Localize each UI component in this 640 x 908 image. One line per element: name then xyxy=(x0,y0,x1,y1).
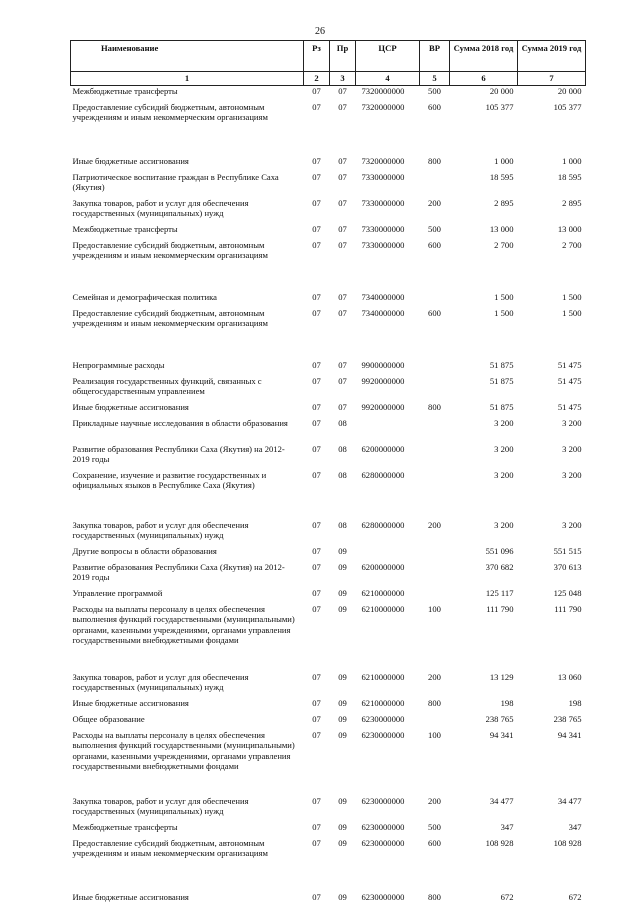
row-rz: 07 xyxy=(312,603,321,614)
row-csr: 6230000000 xyxy=(361,795,405,806)
table-row xyxy=(71,714,586,730)
row-sum-2018: 1 500 xyxy=(494,307,514,318)
table-row xyxy=(71,402,586,418)
row-sum-2019: 111 790 xyxy=(554,603,582,614)
row-name: Предоставление субсидий бюджетным, автономным учреждениям и иным некоммерческим организациям xyxy=(72,837,268,858)
row-sum-2019: 13 000 xyxy=(557,223,582,234)
row-csr: 7320000000 xyxy=(361,85,405,96)
row-name: Патриотическое воспитание граждан в Республике Саха (Якутия) xyxy=(72,171,279,192)
row-csr: 9900000000 xyxy=(361,359,405,370)
row-vr xyxy=(420,418,450,444)
row-sum-2018: 238 765 xyxy=(485,713,514,724)
table-column-number-row xyxy=(71,72,586,86)
row-rz: 07 xyxy=(312,561,321,572)
spacer-row xyxy=(71,878,586,892)
row-pr: 07 xyxy=(338,223,347,234)
row-pr: 07 xyxy=(338,85,347,96)
row-sum-2018: 551 096 xyxy=(485,545,514,556)
table-row xyxy=(71,730,586,790)
row-rz: 07 xyxy=(312,713,321,724)
row-pr: 08 xyxy=(338,417,347,428)
row-csr: 6230000000 xyxy=(361,837,405,848)
row-rz: 07 xyxy=(312,85,321,96)
table-body xyxy=(71,85,586,908)
row-name: Межбюджетные трансферты xyxy=(72,223,178,234)
row-name: Развитие образования Республики Саха (Якутия) на 2012-2019 годы xyxy=(72,443,285,464)
column-number: 6 xyxy=(450,72,518,86)
table-row xyxy=(71,240,586,280)
row-csr: 7330000000 xyxy=(361,239,405,250)
row-pr: 09 xyxy=(338,603,347,614)
row-sum-2019: 1 500 xyxy=(562,291,582,302)
row-pr: 07 xyxy=(338,359,347,370)
row-sum-2018: 94 341 xyxy=(489,729,514,740)
row-pr: 07 xyxy=(338,239,347,250)
table-row xyxy=(71,892,586,908)
row-sum-2019: 1 500 xyxy=(562,307,582,318)
row-sum-2019: 13 060 xyxy=(557,671,582,682)
table-row xyxy=(71,796,586,822)
row-name: Предоставление субсидий бюджетным, автономным учреждениям и иным некоммерческим организациям xyxy=(72,307,268,328)
table-row xyxy=(71,418,586,444)
row-name: Иные бюджетные ассигнования xyxy=(72,401,189,412)
row-pr: 07 xyxy=(338,375,347,386)
row-pr: 09 xyxy=(338,713,347,724)
row-pr: 07 xyxy=(338,197,347,208)
row-sum-2018: 347 xyxy=(500,821,514,832)
row-csr: 6280000000 xyxy=(361,519,405,530)
table-row xyxy=(71,308,586,348)
row-name: Сохранение, изучение и развитие государственных и официальных языков в Республике Саха (Якутия) xyxy=(72,469,267,490)
row-rz: 07 xyxy=(312,223,321,234)
row-rz: 07 xyxy=(312,671,321,682)
row-sum-2018: 13 000 xyxy=(489,223,514,234)
spacer-row xyxy=(71,280,586,292)
row-csr: 6210000000 xyxy=(361,587,405,598)
column-number: 3 xyxy=(330,72,356,86)
row-name: Общее образование xyxy=(72,713,145,724)
row-csr: 6230000000 xyxy=(361,713,405,724)
row-name: Развитие образования Республики Саха (Якутия) на 2012-2019 годы xyxy=(72,561,285,582)
row-sum-2019: 3 200 xyxy=(562,519,582,530)
table-row xyxy=(71,292,586,308)
row-rz: 07 xyxy=(312,101,321,112)
table-row xyxy=(71,444,586,470)
table-row xyxy=(71,376,586,402)
row-rz: 07 xyxy=(312,291,321,302)
row-sum-2018: 198 xyxy=(500,697,514,708)
table-header-row xyxy=(71,41,586,72)
column-number: 7 xyxy=(518,72,586,86)
row-vr xyxy=(420,714,450,730)
row-csr: 6280000000 xyxy=(361,469,405,480)
row-vr: 600 xyxy=(428,307,441,318)
row-csr: 6230000000 xyxy=(361,891,405,902)
row-csr: 6210000000 xyxy=(361,697,405,708)
table-row xyxy=(71,360,586,376)
row-pr: 07 xyxy=(338,291,347,302)
budget-table xyxy=(70,40,586,908)
row-sum-2018: 2 895 xyxy=(494,197,514,208)
row-sum-2019: 108 928 xyxy=(553,837,582,848)
row-vr: 800 xyxy=(428,401,441,412)
row-name: Закупка товаров, работ и услуг для обеспечения государственных (муниципальных) нужд xyxy=(72,197,249,218)
row-sum-2018: 108 928 xyxy=(485,837,514,848)
row-rz: 07 xyxy=(312,821,321,832)
column-number: 1 xyxy=(71,72,304,86)
spacer-row xyxy=(71,664,586,672)
row-sum-2018: 105 377 xyxy=(485,101,514,112)
row-name: Реализация государственных функций, связанных с общегосударственным управлением xyxy=(72,375,262,396)
table-row xyxy=(71,520,586,546)
row-vr: 500 xyxy=(428,85,441,96)
row-csr: 6230000000 xyxy=(361,729,405,740)
row-rz: 07 xyxy=(312,795,321,806)
row-rz: 07 xyxy=(312,197,321,208)
row-sum-2019: 551 515 xyxy=(553,545,582,556)
header-csr: ЦСР xyxy=(356,41,420,72)
row-sum-2019: 125 048 xyxy=(553,587,582,598)
spacer-row xyxy=(71,142,586,156)
row-rz: 07 xyxy=(312,729,321,740)
row-sum-2019: 3 200 xyxy=(562,469,582,480)
row-sum-2018: 1 500 xyxy=(494,291,514,302)
row-vr xyxy=(420,470,450,510)
header-rz: Рз xyxy=(304,41,330,72)
row-sum-2019: 3 200 xyxy=(562,443,582,454)
row-pr: 09 xyxy=(338,891,347,902)
table-row xyxy=(71,698,586,714)
row-vr xyxy=(420,376,450,402)
row-csr: 6210000000 xyxy=(361,603,405,614)
row-csr: 7340000000 xyxy=(361,307,405,318)
row-rz: 07 xyxy=(312,239,321,250)
table-row xyxy=(71,198,586,224)
row-csr: 7330000000 xyxy=(361,171,405,182)
row-name: Семейная и демографическая политика xyxy=(72,291,217,302)
row-name: Управление программой xyxy=(72,587,163,598)
row-pr: 09 xyxy=(338,697,347,708)
row-rz: 07 xyxy=(312,891,321,902)
row-pr: 07 xyxy=(338,101,347,112)
row-csr: 6200000000 xyxy=(361,443,405,454)
row-rz: 07 xyxy=(312,375,321,386)
row-sum-2019: 3 200 xyxy=(562,417,582,428)
row-sum-2019: 51 475 xyxy=(557,401,582,412)
row-rz: 07 xyxy=(312,155,321,166)
row-rz: 07 xyxy=(312,469,321,480)
row-vr xyxy=(420,172,450,198)
table-row xyxy=(71,85,586,102)
row-sum-2018: 672 xyxy=(500,891,514,902)
row-rz: 07 xyxy=(312,359,321,370)
row-pr: 07 xyxy=(338,155,347,166)
row-name: Закупка товаров, работ и услуг для обеспечения государственных (муниципальных) нужд xyxy=(72,519,249,540)
row-sum-2019: 238 765 xyxy=(553,713,582,724)
row-sum-2019: 94 341 xyxy=(557,729,582,740)
row-csr: 9920000000 xyxy=(361,401,405,412)
row-vr xyxy=(420,562,450,588)
column-number: 4 xyxy=(356,72,420,86)
row-vr: 600 xyxy=(428,837,441,848)
row-csr: 6210000000 xyxy=(361,671,405,682)
spacer-row xyxy=(71,510,586,520)
row-pr: 09 xyxy=(338,587,347,598)
row-name: Закупка товаров, работ и услуг для обеспечения государственных (муниципальных) нужд xyxy=(72,671,249,692)
row-pr: 09 xyxy=(338,837,347,848)
row-csr: 7320000000 xyxy=(361,101,405,112)
table-row xyxy=(71,838,586,878)
header-sum-2018: Сумма 2018 год xyxy=(450,41,518,72)
row-sum-2018: 1 000 xyxy=(494,155,514,166)
row-sum-2019: 51 475 xyxy=(557,375,582,386)
row-vr: 600 xyxy=(428,239,441,250)
row-vr: 200 xyxy=(428,519,441,530)
row-sum-2018: 3 200 xyxy=(494,417,514,428)
table-row xyxy=(71,172,586,198)
row-sum-2019: 347 xyxy=(568,821,582,832)
row-sum-2019: 51 475 xyxy=(557,359,582,370)
row-pr: 09 xyxy=(338,729,347,740)
row-sum-2018: 18 595 xyxy=(489,171,514,182)
row-rz: 07 xyxy=(312,307,321,318)
row-sum-2019: 34 477 xyxy=(557,795,582,806)
row-sum-2018: 51 875 xyxy=(489,401,514,412)
row-name: Прикладные научные исследования в области образования xyxy=(72,417,288,428)
row-csr: 7330000000 xyxy=(361,223,405,234)
row-csr: 6200000000 xyxy=(361,561,405,572)
table-row xyxy=(71,156,586,172)
row-name: Иные бюджетные ассигнования xyxy=(72,697,189,708)
row-sum-2018: 13 129 xyxy=(489,671,514,682)
table-row xyxy=(71,822,586,838)
row-vr: 100 xyxy=(428,729,441,740)
row-name: Иные бюджетные ассигнования xyxy=(72,891,189,902)
row-pr: 09 xyxy=(338,795,347,806)
table-row xyxy=(71,562,586,588)
row-vr xyxy=(420,588,450,604)
table-row xyxy=(71,546,586,562)
row-vr: 500 xyxy=(428,223,441,234)
row-sum-2019: 2 700 xyxy=(562,239,582,250)
row-name: Расходы на выплаты персоналу в целях обеспечения выполнения функций государственными (муниципальными) органами, казенными учреждениями, органами управления государственными внебюджетными фондами xyxy=(72,729,295,771)
header-name: Наименование xyxy=(71,41,304,72)
row-csr xyxy=(356,418,420,444)
row-pr: 07 xyxy=(338,171,347,182)
row-rz: 07 xyxy=(312,587,321,598)
row-pr: 07 xyxy=(338,401,347,412)
row-csr: 9920000000 xyxy=(361,375,405,386)
row-rz: 07 xyxy=(312,443,321,454)
row-name: Другие вопросы в области образования xyxy=(72,545,217,556)
row-vr: 200 xyxy=(428,671,441,682)
row-rz: 07 xyxy=(312,837,321,848)
row-sum-2019: 672 xyxy=(568,891,582,902)
table-row xyxy=(71,604,586,664)
row-csr: 7340000000 xyxy=(361,291,405,302)
row-pr: 09 xyxy=(338,561,347,572)
header-sum-2019: Сумма 2019 год xyxy=(518,41,586,72)
row-vr xyxy=(420,546,450,562)
row-name: Расходы на выплаты персоналу в целях обеспечения выполнения функций государственными (муниципальными) органами, казенными учреждениями, органами управления государственными внебюджетными фондами xyxy=(72,603,295,645)
row-sum-2019: 18 595 xyxy=(557,171,582,182)
row-sum-2018: 3 200 xyxy=(494,443,514,454)
row-vr: 200 xyxy=(428,795,441,806)
row-sum-2019: 2 895 xyxy=(562,197,582,208)
row-vr xyxy=(420,444,450,470)
row-name: Предоставление субсидий бюджетным, автономным учреждениям и иным некоммерческим организациям xyxy=(72,239,268,260)
row-vr: 800 xyxy=(428,155,441,166)
row-vr: 100 xyxy=(428,603,441,614)
row-sum-2018: 20 000 xyxy=(489,85,514,96)
row-rz: 07 xyxy=(312,171,321,182)
row-rz: 07 xyxy=(312,417,321,428)
column-number: 5 xyxy=(420,72,450,86)
row-csr: 7330000000 xyxy=(361,197,405,208)
row-sum-2019: 20 000 xyxy=(557,85,582,96)
row-vr xyxy=(420,292,450,308)
row-name: Иные бюджетные ассигнования xyxy=(72,155,189,166)
row-sum-2018: 2 700 xyxy=(494,239,514,250)
row-sum-2019: 370 613 xyxy=(553,561,582,572)
row-name: Предоставление субсидий бюджетным, автономным учреждениям и иным некоммерческим организациям xyxy=(72,101,268,122)
row-sum-2019: 105 377 xyxy=(553,101,582,112)
row-name: Закупка товаров, работ и услуг для обеспечения государственных (муниципальных) нужд xyxy=(72,795,249,816)
row-name: Межбюджетные трансферты xyxy=(72,85,178,96)
row-csr xyxy=(356,546,420,562)
row-sum-2018: 34 477 xyxy=(489,795,514,806)
row-csr: 7320000000 xyxy=(361,155,405,166)
page-number: 26 xyxy=(315,26,325,37)
row-pr: 09 xyxy=(338,545,347,556)
spacer-row xyxy=(71,348,586,360)
row-pr: 09 xyxy=(338,671,347,682)
table-row xyxy=(71,588,586,604)
row-vr: 600 xyxy=(428,101,441,112)
row-sum-2018: 3 200 xyxy=(494,519,514,530)
row-sum-2018: 51 875 xyxy=(489,375,514,386)
header-vr: ВР xyxy=(420,41,450,72)
table-row xyxy=(71,672,586,698)
row-sum-2018: 111 790 xyxy=(486,603,514,614)
row-pr: 08 xyxy=(338,443,347,454)
row-name: Непрограммные расходы xyxy=(72,359,165,370)
row-rz: 07 xyxy=(312,545,321,556)
row-sum-2018: 51 875 xyxy=(489,359,514,370)
row-sum-2019: 198 xyxy=(568,697,582,708)
table-row xyxy=(71,224,586,240)
row-csr: 6230000000 xyxy=(361,821,405,832)
row-pr: 07 xyxy=(338,307,347,318)
budget-table-container xyxy=(70,40,585,908)
row-rz: 07 xyxy=(312,697,321,708)
row-sum-2018: 370 682 xyxy=(485,561,514,572)
row-vr: 800 xyxy=(428,697,441,708)
row-pr: 09 xyxy=(338,821,347,832)
row-rz: 07 xyxy=(312,519,321,530)
row-sum-2018: 125 117 xyxy=(485,587,514,598)
row-pr: 08 xyxy=(338,519,347,530)
row-rz: 07 xyxy=(312,401,321,412)
column-number: 2 xyxy=(304,72,330,86)
row-sum-2018: 3 200 xyxy=(494,469,514,480)
row-name: Межбюджетные трансферты xyxy=(72,821,178,832)
table-row xyxy=(71,102,586,142)
row-vr: 800 xyxy=(428,891,441,902)
row-sum-2019: 1 000 xyxy=(562,155,582,166)
header-pr: Пр xyxy=(330,41,356,72)
row-vr xyxy=(420,360,450,376)
table-row xyxy=(71,470,586,510)
row-vr: 200 xyxy=(428,197,441,208)
row-vr: 500 xyxy=(428,821,441,832)
row-pr: 08 xyxy=(338,469,347,480)
